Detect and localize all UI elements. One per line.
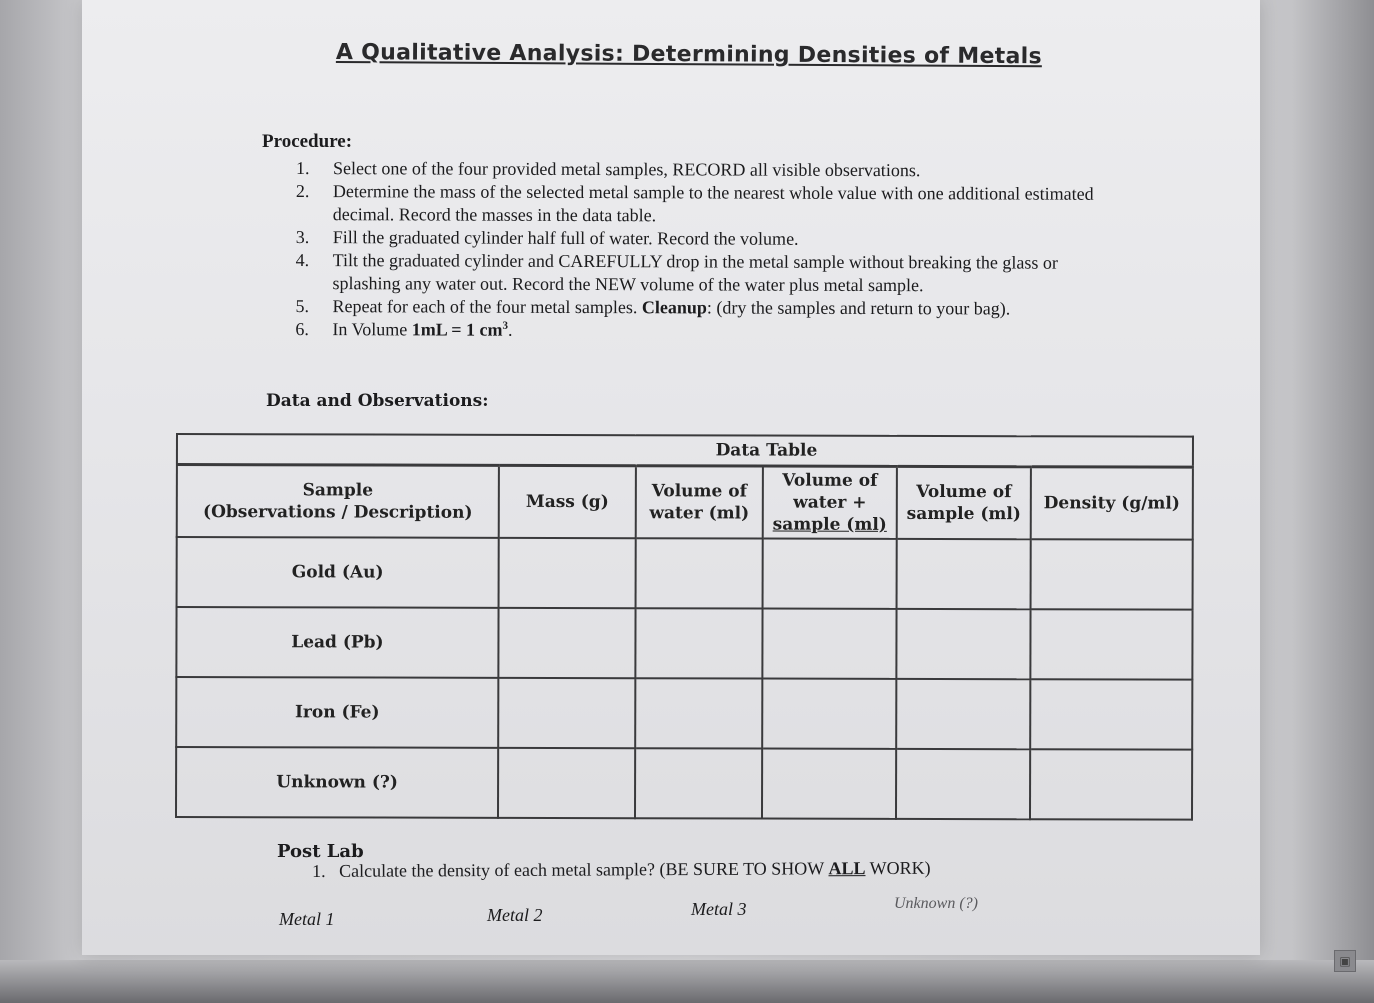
post-lab-question bbox=[312, 858, 931, 882]
mass-cell bbox=[498, 608, 635, 678]
monitor-logo-icon: ▣ bbox=[1334, 950, 1356, 972]
sample-cell: Iron (Fe) bbox=[176, 677, 498, 748]
volume-sample-cell bbox=[897, 539, 1031, 609]
volume-water-sample-cell bbox=[762, 679, 896, 749]
sample-cell: Gold (Au) bbox=[177, 537, 499, 608]
question-emphasis: ALL bbox=[828, 858, 866, 879]
post-lab-heading: Post Lab bbox=[277, 841, 364, 862]
header-line: sample (ml) bbox=[906, 503, 1021, 525]
header-volume-sample bbox=[897, 466, 1031, 539]
procedure-step-1 bbox=[296, 157, 1096, 183]
volume-water-sample-cell bbox=[762, 609, 896, 679]
step-text-part: . bbox=[507, 319, 513, 340]
step-text-part: In Volume bbox=[332, 319, 412, 340]
step-number: 2. bbox=[295, 180, 310, 202]
caption-spacer bbox=[1031, 436, 1193, 467]
header-line: Volume of bbox=[916, 481, 1012, 503]
step-number: 3. bbox=[295, 226, 310, 248]
volume-sample-cell bbox=[896, 609, 1030, 679]
procedure-heading: Procedure: bbox=[262, 131, 353, 152]
density-cell bbox=[1030, 679, 1192, 749]
volume-water-sample-cell bbox=[762, 749, 896, 819]
procedure-steps bbox=[295, 157, 1096, 344]
step-number: 4. bbox=[295, 249, 310, 271]
procedure-step-2 bbox=[296, 180, 1096, 229]
unknown-label: Unknown (?) bbox=[894, 895, 978, 912]
header-line: Mass (g) bbox=[525, 491, 609, 513]
table-caption-row bbox=[177, 434, 1193, 467]
volume-equivalence-text: 1mL = 1 cm bbox=[411, 319, 503, 340]
cubed-superscript: 3 bbox=[502, 319, 509, 332]
step-text bbox=[332, 295, 1095, 321]
volume-water-sample-cell bbox=[763, 539, 897, 609]
step-text: Determine the mass of the selected metal sample to the nearest whole value with one additional estimated decimal. Record the masses in the data table. bbox=[332, 181, 1094, 226]
density-cell bbox=[1030, 609, 1192, 679]
volume-equivalence bbox=[412, 319, 508, 339]
table-row bbox=[176, 747, 1192, 820]
step-number: 5. bbox=[295, 295, 310, 317]
table-row bbox=[177, 537, 1193, 610]
metal-2-label: Metal 2 bbox=[487, 905, 543, 925]
header-line: Volume of bbox=[782, 470, 878, 491]
question-end: WORK) bbox=[865, 857, 931, 879]
table-row bbox=[176, 677, 1192, 750]
header-line: Volume of bbox=[651, 481, 747, 502]
mass-cell bbox=[499, 538, 636, 608]
volume-sample-cell bbox=[896, 679, 1030, 749]
procedure-step-5 bbox=[295, 295, 1095, 321]
header-volume-water bbox=[636, 466, 763, 539]
header-line: Sample bbox=[302, 480, 374, 501]
step-text bbox=[332, 318, 1095, 344]
caption-spacer bbox=[177, 434, 499, 465]
header-line: Density (g/ml) bbox=[1043, 493, 1180, 514]
header-line: (Observations / Description) bbox=[203, 502, 473, 523]
step-number: 1. bbox=[295, 158, 310, 179]
volume-water-cell bbox=[635, 678, 762, 748]
density-cell bbox=[1031, 539, 1193, 609]
mass-cell bbox=[498, 678, 635, 748]
step-text: Fill the graduated cylinder half full of water. Record the volume. bbox=[332, 227, 799, 249]
procedure-step-4 bbox=[296, 249, 1096, 298]
table-header-row bbox=[177, 465, 1193, 540]
volume-water-cell bbox=[636, 538, 763, 608]
metal-1-label: Metal 1 bbox=[279, 909, 335, 929]
header-mass bbox=[499, 465, 636, 538]
caption-spacer bbox=[499, 435, 636, 466]
cleanup-label: Cleanup bbox=[641, 297, 707, 318]
metal-3-label: Metal 3 bbox=[691, 899, 747, 919]
header-volume-water-sample bbox=[763, 466, 897, 539]
step-number: 6. bbox=[295, 318, 309, 340]
caption-spacer bbox=[897, 436, 1031, 467]
sample-cell: Lead (Pb) bbox=[176, 607, 498, 678]
procedure-step-3 bbox=[296, 226, 1096, 252]
header-line: water (ml) bbox=[649, 503, 750, 524]
header-sample bbox=[177, 465, 499, 538]
volume-water-cell bbox=[635, 608, 762, 678]
data-observations-heading: Data and Observations: bbox=[266, 391, 489, 411]
volume-water-cell bbox=[635, 748, 762, 818]
table-row bbox=[176, 607, 1192, 680]
step-text-part: Repeat for each of the four metal samples. bbox=[332, 296, 638, 318]
mass-cell bbox=[498, 748, 635, 818]
worksheet-title: A Qualitative Analysis: Determining Densities of Metals bbox=[335, 40, 1042, 70]
step-text: Select one of the four provided metal samples, RECORD all visible observations. bbox=[332, 158, 921, 181]
desk-edge bbox=[0, 960, 1374, 1003]
procedure-step-6 bbox=[295, 318, 1095, 344]
header-line: sample (ml) bbox=[772, 514, 887, 535]
step-text-part: : (dry the samples and return to your bag). bbox=[706, 297, 1011, 319]
density-cell bbox=[1030, 749, 1192, 819]
volume-sample-cell bbox=[896, 749, 1030, 819]
sample-cell: Unknown (?) bbox=[176, 747, 498, 818]
header-density bbox=[1031, 467, 1193, 540]
data-table bbox=[175, 433, 1194, 821]
table-caption: Data Table bbox=[636, 435, 897, 466]
data-table-wrapper bbox=[175, 433, 1192, 821]
header-line: water + bbox=[793, 492, 867, 513]
step-text: Tilt the graduated cylinder and CAREFULLY drop in the metal sample without breaking the glass or splashing any water out. Record the NEW volume of the water plus metal sample. bbox=[332, 250, 1058, 296]
question-number: 1. bbox=[312, 860, 326, 881]
question-text: Calculate the density of each metal sample? (BE SURE TO SHOW bbox=[338, 858, 829, 881]
